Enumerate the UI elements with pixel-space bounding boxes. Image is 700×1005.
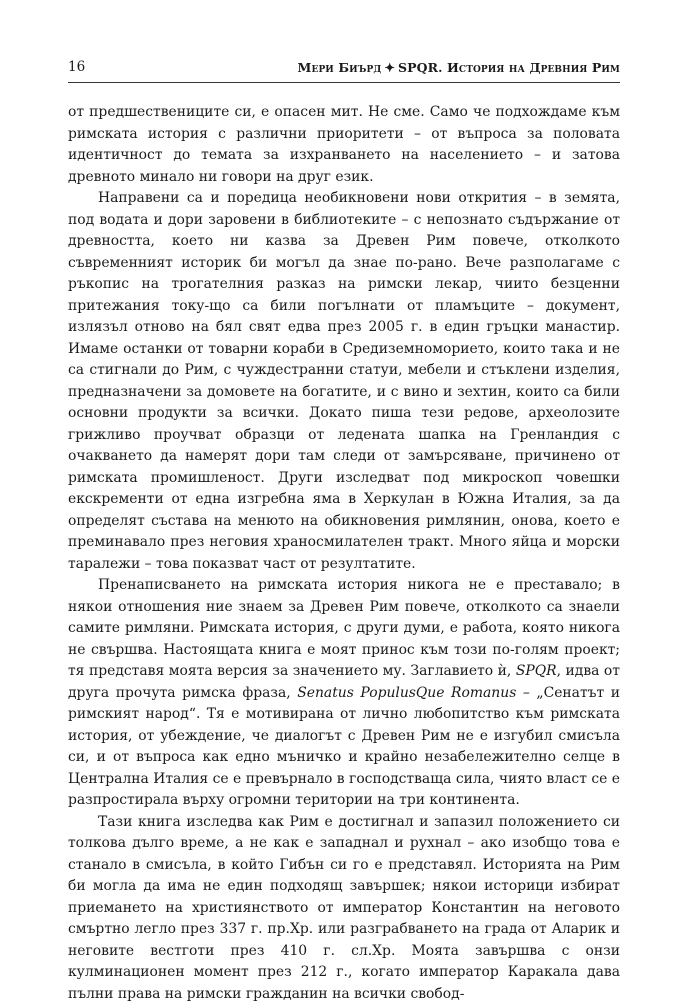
- book-title: SPQR. История на Древния Рим: [398, 60, 620, 75]
- emphasis-latin-phrase: Senatus PopulusQue Romanus: [297, 685, 516, 701]
- author-name: Мери Биърд: [298, 60, 382, 75]
- body-text: [68, 102, 620, 1005]
- paragraph-3: [68, 575, 620, 812]
- separator-ornament-icon: ✦: [384, 60, 395, 75]
- paragraph-3-part-b: , идва от друга прочута римска фраза,: [68, 663, 620, 701]
- paragraph-1: от предшествениците си, е опасен мит. Не сме. Само че подхождаме към римската история с различни приоритети – от въпроса за половата идентичност до темата за изхранването на населението – и затова древното минало ни говори на друг език.: [68, 102, 620, 188]
- paragraph-3-part-a: Пренаписването на римската история никога не е преставало; в някои отношения ние знаем за Древен Рим повече, отколкото са знаели самите римляни. Римската история, с други думи, е работа, която никога не свършва. Настоящата книга е моят принос към този по-голям проект; тя представя моята версия за значението му. Заглавието ѝ,: [68, 577, 620, 679]
- paragraph-3-part-c: – „Сенатът и римският народ“. Тя е мотивирана от лично любопитство към римската история, от убеждение, че диалогът с Древен Рим не е изгубил смисъла си, и от въпроса как едно мъничко и крайно незабележително селце в Централна Италия се е превърнало в господстваща сила, чиято власт се е разпростирала върху огромни територии на три континента.: [68, 685, 620, 809]
- paragraph-4: Тази книга изследва как Рим е достигнал и запазил положението си толкова дълго време, а не как е западнал и рухнал – ако изобщо това е станало в смисъла, в който Гибън си го е представял. Историята на Рим би могла да има не един подходящ завършек; някои историци избират приемането на християнството от император Константин на неговото смъртно легло през 337 г. пр.Хр. или разграбването на града от Аларик и неговите вестготи през 410 г. сл.Хр. Моята завършва с онзи кулминационен момент през 212 г., когато император Каракала дава пълни права на римски гражданин на всички свобод-: [68, 812, 620, 1005]
- running-header: [68, 58, 620, 83]
- page-number: 16: [68, 59, 85, 75]
- paragraph-2: Направени са и поредица необикновени нови открития – в земята, под водата и дори заровени в библиотеките – с непознато съдържание от древността, което ни казва за Древен Рим повече, отколкото съвременният историк би могъл да знае по-рано. Вече разполагаме с ръкопис на трогателния разказ на римски лекар, чиито безценни притежания току-що са били погълнати от пламъците – документ, излязъл отново на бял свят едва през 2005 г. в един гръцки манастир. Имаме останки от товарни кораби в Средиземноморието, които така и не са стигнали до Рим, с чуждестранни статуи, мебели и стъклени изделия, предназначени за домовете на богатите, и с вино и зехтин, които са били основни продукти за всички. Докато пиша тези редове, археолозите грижливо проучват образци от ледената шапка на Гренландия с очакването да намерят дори там следи от замърсяване, причинено от римската промишленост. Други изследват под микроскоп човешки екскременти от една изгребна яма в Херкулан в Южна Италия, за да определят състава на менюто на обикновения римлянин, онова, което е преминавало през неговия храносмилателен тракт. Много яйца и морски таралежи – това показват част от резултатите.: [68, 188, 620, 575]
- emphasis-spqr: SPQR: [516, 663, 557, 679]
- running-head: [298, 60, 620, 75]
